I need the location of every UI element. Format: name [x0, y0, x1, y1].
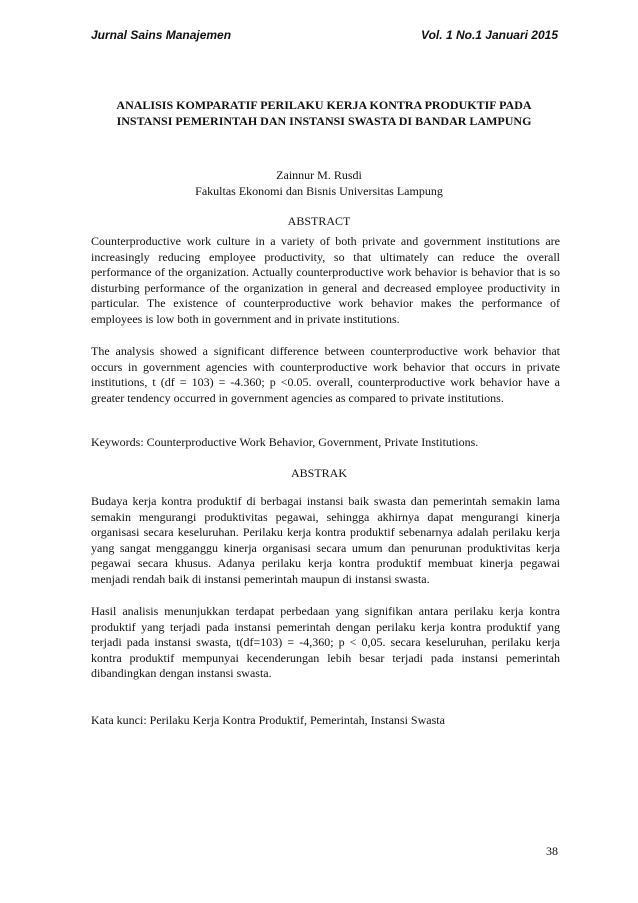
author-name: Zainnur M. Rusdi — [276, 168, 362, 182]
abstract-paragraph-2: The analysis showed a significant difference between counterproductive work behavior that occurs in government agencies with counterproductive work behavior that occurs in private institutions, t (df = 103) = -4.360; p <0.05. overall, counterproductive work behavior have a greater tendency occurred in government agencies as compared to private institutions. — [91, 344, 560, 405]
paper-title: ANALISIS KOMPARATIF PERILAKU KERJA KONTRA PRODUKTIF PADA INSTANSI PEMERINTAH DAN INSTANSI SWASTA DI BANDAR LAMPUNG — [116, 98, 532, 128]
abstrak-paragraph-1: Budaya kerja kontra produktif di berbagai instansi baik swasta dan pemerintah semakin lama semakin mengurangi produktivitas pegawai, sehingga akhirnya dapat mengurangi kinerja organisasi secara keseluruhan. Perilaku kerja kontra produktif sebenarnya adalah perilaku kerja yang sangat mengganggu kinerja organisasi secara umum dan penurunan produktivitas kerja pegawai secara khusus. Adanya perilaku kerja kontra produktif membuat kinerja pegawai menjadi rendah baik di instansi pemerintah maupun di instansi swasta. — [91, 494, 560, 586]
abstract-keywords: Keywords: Counterproductive Work Behavior, Government, Private Institutions. — [91, 435, 479, 449]
abstrak-keywords: Kata kunci: Perilaku Kerja Kontra Produktif, Pemerintah, Instansi Swasta — [91, 713, 445, 727]
author-affiliation: Fakultas Ekonomi dan Bisnis Universitas Lampung — [195, 184, 443, 198]
running-header — [91, 28, 558, 42]
abstract-paragraph-1: Counterproductive work culture in a variety of both private and government institutions are increasingly reducing employee productivity, so that ultimately can reduce the overall performance of the organization. Actually counterproductive work behavior is behavior that is so disturbing performance of the organization in general and decreased employee productivity in particular. The existence of counterproductive work behavior makes the performance of employees is low both in government and in private institutions. — [91, 234, 560, 326]
journal-volume: Vol. 1 No.1 Januari 2015 — [421, 28, 558, 42]
abstrak-paragraph-2: Hasil analisis menunjukkan terdapat perbedaan yang signifikan antara perilaku kerja kontra produktif yang terjadi pada instansi pemerintah dengan perilaku kerja kontra produktif yang terjadi pada instansi swasta, t(df=103) = -4,360; p < 0,05. secara keseluruhan, perilaku kerja kontra produktif mempunyai kecenderungan lebih besar terjadi pada instansi pemerintah dibandingkan dengan instansi swasta. — [91, 604, 560, 681]
abstrak-heading: ABSTRAK — [290, 466, 347, 480]
abstract-heading: ABSTRACT — [287, 214, 351, 228]
journal-name: Jurnal Sains Manajemen — [91, 28, 232, 42]
page-number: 38 — [546, 844, 558, 858]
